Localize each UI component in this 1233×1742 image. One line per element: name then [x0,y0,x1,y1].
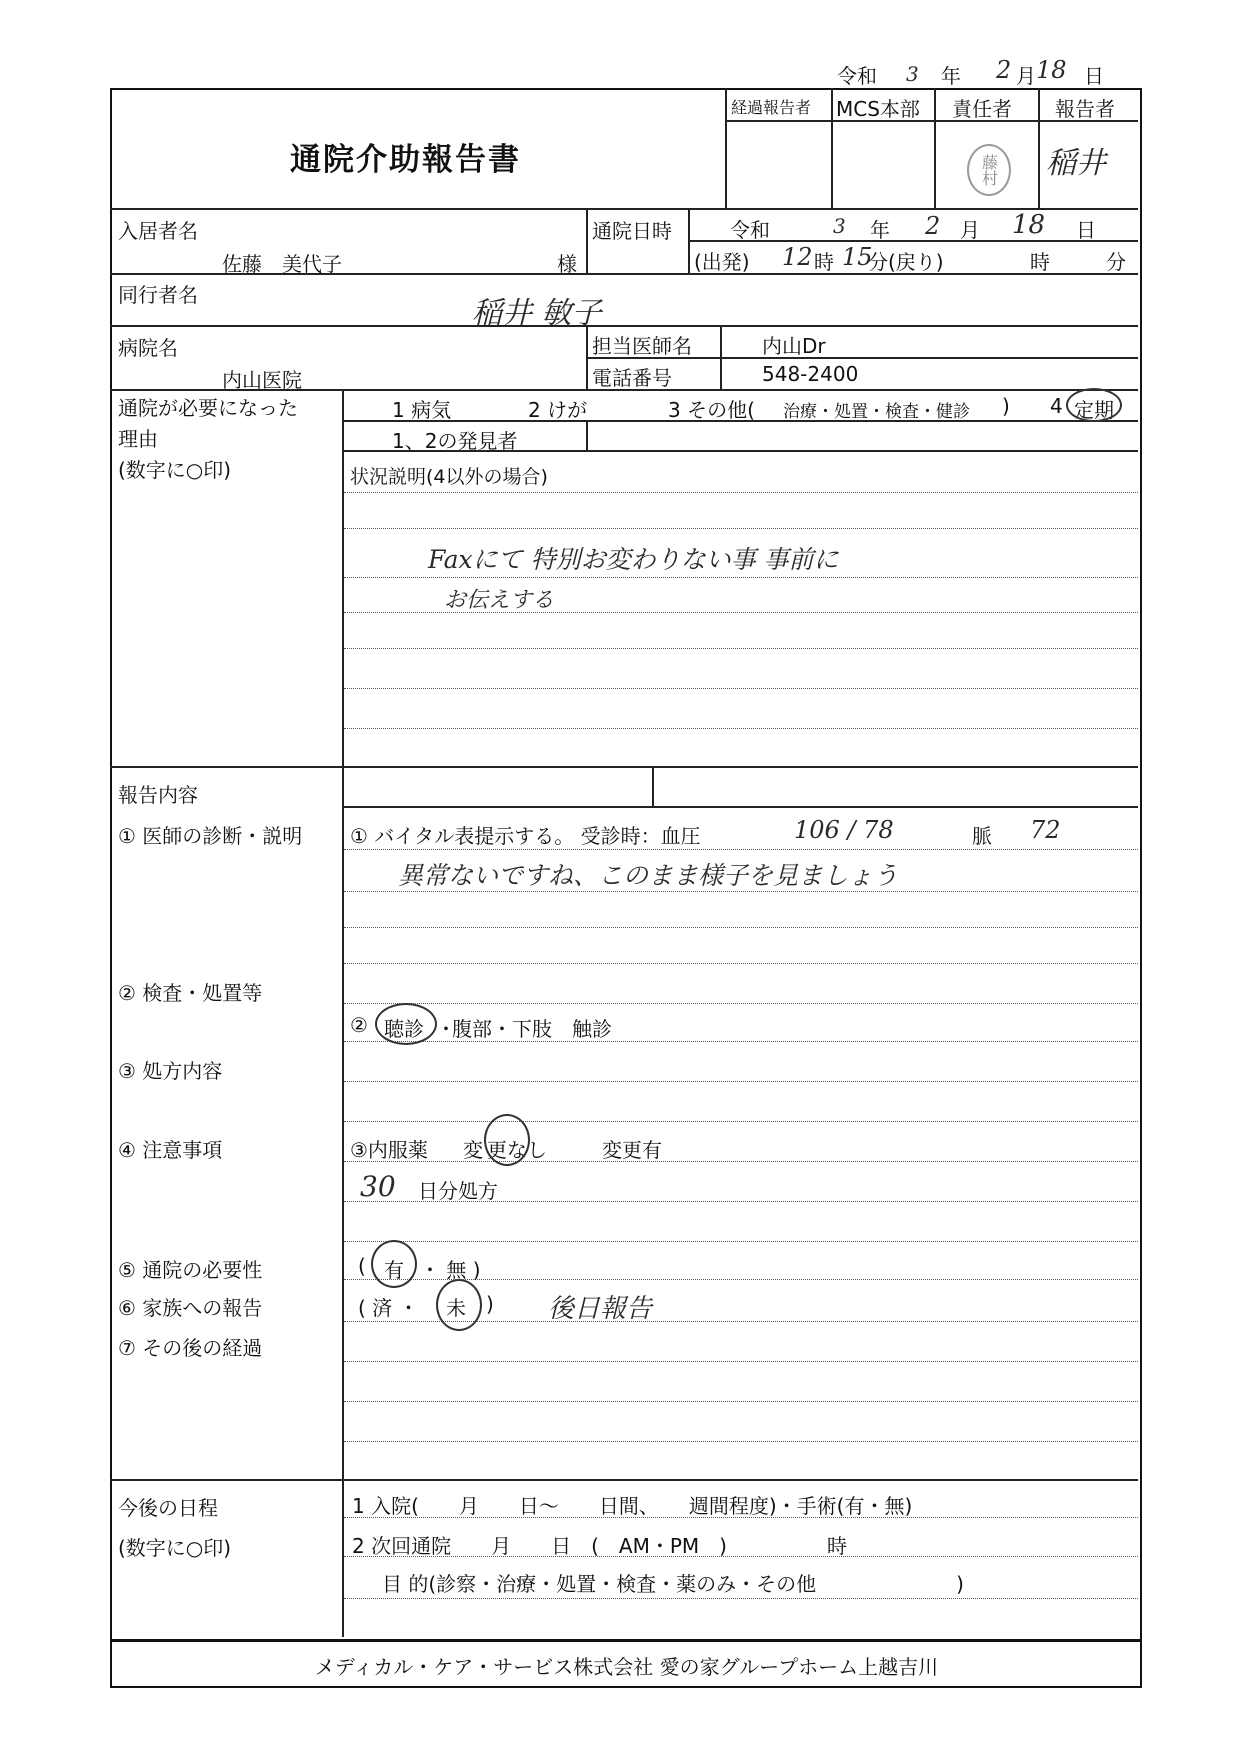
schedule-label: 今後の日程 [118,1496,218,1520]
situation-label: 状況説明(4以外の場合) [350,466,548,488]
family-close: ) [486,1292,494,1316]
need-yes: 有 [384,1258,404,1282]
reason-option-illness: 1 病気 [392,398,452,422]
date-day: 18 [1036,56,1067,84]
exam-separator: ・ [436,1017,456,1041]
hospital-name: 内山医院 [222,368,302,392]
visit-day-label: 日 [1076,218,1096,242]
hospital-label: 病院名 [118,336,178,360]
vital-text: ① バイタル表提示する。 受診時：血圧 [350,824,701,848]
form-title: 通院介助報告書 [290,142,521,178]
visit-label: 通院日時 [592,219,672,243]
depart-label: (出発) [694,250,750,274]
return-label: 分(戻り) [868,250,944,274]
family-not-yet: 未 [446,1296,466,1320]
selection-circle [371,1240,417,1288]
selection-circle [1066,388,1122,422]
rx-days: 30 [360,1170,396,1203]
report-item-progress: ⑦ その後の経過 [118,1336,263,1360]
report-item-family: ⑥ 家族への報告 [118,1296,263,1320]
date-month-label: 月 [1016,64,1036,88]
schedule-line-3: 目 的(診察・治療・処置・検査・薬のみ・その他 ) [382,1572,964,1596]
reason-option-injury: 2 けが [528,398,588,422]
need-rest: ・ 無 ) [420,1258,481,1282]
report-label: 報告内容 [118,783,198,807]
rx-change-yes: 変更有 [602,1138,662,1162]
report-item-diagnosis: ① 医師の診断・説明 [118,824,303,848]
date-era: 令和 [837,64,877,88]
exam-selected: 聴診 [384,1017,424,1041]
pulse-value: 72 [1030,816,1061,844]
manager-seal: 藤村 [967,144,1011,196]
return-minute-label: 分 [1106,250,1126,274]
rx-days-label: 日分処方 [418,1179,498,1203]
schedule-line-2: 2 次回通院 月 日 ( AM・PM ) 時 [352,1534,847,1558]
phone-number: 548-2400 [762,362,859,386]
reason-label-1: 通院が必要になった [118,396,298,420]
rx-change-prefix: 変 [463,1138,483,1162]
approval-header-reporter: 報告者 [1055,97,1115,121]
schedule-label-2: (数字に○印) [118,1536,232,1560]
date-year-label: 年 [941,64,961,88]
selection-circle [484,1114,530,1166]
depart-hour-label: 時 [814,250,834,274]
reporter-signature: 稲井 [1046,146,1106,181]
reason-option-regular: 定期 [1074,398,1114,422]
footer-company: メディカル・ケア・サービス株式会社 愛の家グループホーム上越吉川 [314,1655,939,1679]
rx-change-none: 更なし [487,1138,547,1162]
visit-month-label: 月 [960,218,980,242]
reason-option-other-close: ) [1002,394,1010,418]
resident-label: 入居者名 [118,219,198,243]
family-note: 後日報告 [548,1294,653,1324]
date-year: 3 [906,62,919,86]
date-day-label: 日 [1084,64,1104,88]
depart-minute: 15 [842,243,873,271]
visit-month: 2 [925,212,941,240]
reason-option-other: 3 その他( [668,398,755,422]
visit-era: 令和 [730,218,770,242]
approval-header-mcs: MCS本部 [836,97,920,121]
resident-name: 佐藤 美代子 [222,252,342,276]
reason-label-3: (数字に○印) [118,458,232,482]
finder-label: 1、2の発見者 [392,429,518,453]
reason-option-other-detail: 治療・処置・検査・健診 [783,402,970,422]
companion-name: 稲井 敏子 [472,296,602,331]
phone-label: 電話番号 [592,366,672,390]
schedule-line-1: 1 入院( 月 日～ 日間、 週間程度)・手術(有・無) [352,1494,913,1518]
resident-suffix: 様 [557,252,577,276]
date-month: 2 [996,56,1012,84]
rx-label: ③内服薬 [350,1138,428,1162]
approval-header-progress: 経過報告者 [731,98,812,117]
approval-header-manager: 責任者 [952,97,1012,121]
return-hour-label: 時 [1030,250,1050,274]
selection-circle [375,1003,437,1045]
visit-day: 18 [1012,210,1046,240]
family-open: ( 済 ・ [358,1296,419,1320]
exam-rest: 腹部・下肢 触診 [452,1017,612,1041]
report-item-need: ⑤ 通院の必要性 [118,1258,263,1282]
situation-line-1: Faxにて 特別お変わりない事 事前に [428,545,839,574]
visit-year-label: 年 [870,218,890,242]
report-item-notes: ④ 注意事項 [118,1138,223,1162]
selection-circle [436,1279,482,1331]
doctor-name: 内山Dr [762,334,826,358]
doctor-comment: 異常ないですね、このまま様子を見ましょう [398,861,899,890]
report-item-prescription: ③ 処方内容 [118,1059,223,1083]
situation-line-2: お伝えする [444,588,555,613]
reason-label-2: 理由 [118,427,158,451]
report-item-exam: ② 検査・処置等 [118,981,263,1005]
need-open: ( [358,1254,366,1278]
depart-hour: 12 [782,243,813,271]
doctor-label: 担当医師名 [592,334,692,358]
visit-year: 3 [833,214,846,238]
pulse-label: 脈 [972,824,992,848]
reason-option-regular-number: 4 [1050,394,1063,418]
blood-pressure: 106 / 78 [794,816,894,844]
companion-label: 同行者名 [118,283,198,307]
exam-number: ② [350,1013,368,1037]
